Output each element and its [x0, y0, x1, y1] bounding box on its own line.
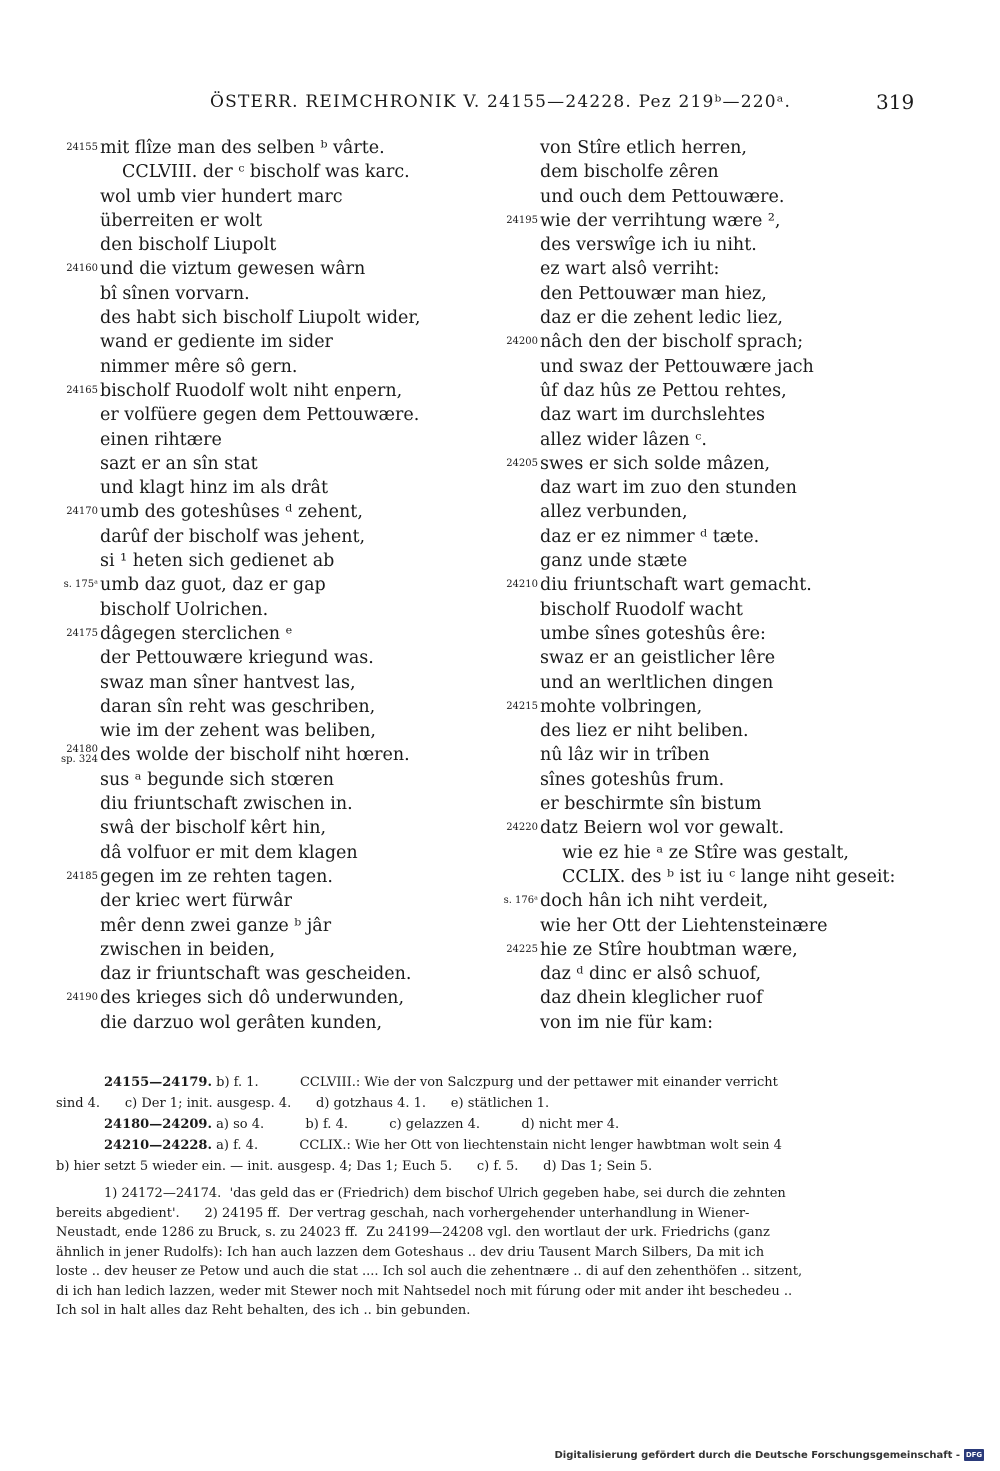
verse-text: nû lâz wir in trîben — [540, 745, 710, 766]
line-number: 24205 — [506, 457, 538, 469]
verse-text: bischolf Ruodolf wacht — [540, 599, 743, 620]
verse-text: des liez er niht beliben. — [540, 721, 749, 742]
line-number: 24215 — [506, 700, 538, 712]
verse-line — [60, 209, 480, 233]
verse-line — [60, 841, 480, 865]
variant-row — [56, 1156, 906, 1177]
verse-line — [500, 500, 920, 524]
verse-line — [60, 500, 480, 524]
verse-text: CCLVIII. der ᶜ bischolf was karc. — [122, 162, 410, 183]
variant-range: 24180—24209. — [104, 1117, 212, 1132]
verse-text: des habt sich bischolf Liupolt wider, — [100, 308, 421, 329]
verse-line — [60, 160, 480, 184]
line-number: 24220 — [506, 822, 538, 834]
line-number: 24190 — [66, 992, 98, 1004]
verse-line — [500, 525, 920, 549]
verse-text: daran sîn reht was geschriben, — [100, 696, 376, 717]
variant-text: b) hier setzt 5 wieder ein. — init. ausgesp. 4; Das 1; Euch 5. c) f. 5. d) Das 1; Sein 5. — [56, 1159, 653, 1174]
verse-text: und swaz der Pettouwære jach — [540, 356, 814, 377]
verse-text: daz er die zehent ledic liez, — [540, 308, 783, 329]
verse-line — [500, 573, 920, 597]
verse-text: wie im der zehent was beliben, — [100, 721, 376, 742]
verse-text: allez wider lâzen ᶜ. — [540, 429, 707, 450]
verse-line — [500, 695, 920, 719]
verse-text: daz er ez nimmer ᵈ tæte. — [540, 526, 760, 547]
verse-text: zwischen in beiden, — [100, 939, 276, 960]
verse-line — [500, 646, 920, 670]
verse-text: bischolf Uolrichen. — [100, 599, 269, 620]
variant-text: b) f. 1. CCLVIII.: Wie der von Salczpurg und der pettawer mit einander verricht — [211, 1075, 778, 1090]
verse-line — [500, 671, 920, 695]
variant-text: a) f. 4. CCLIX.: Wie her Ott von liechtenstain nicht lenger hawbtman wolt sein 4 — [211, 1138, 782, 1153]
line-number: 24160 — [66, 263, 98, 275]
verse-text: und ouch dem Pettouwære. — [540, 186, 785, 207]
verse-text: sînes goteshûs frum. — [540, 769, 725, 790]
verse-line — [60, 938, 480, 962]
verse-text: gegen im ze rehten tagen. — [100, 866, 333, 887]
verse-line — [500, 306, 920, 330]
verse-text: den bischolf Liupolt — [100, 235, 277, 256]
verse-line — [500, 962, 920, 986]
verse-text: die darzuo wol gerâten kunden, — [100, 1012, 383, 1033]
verse-text: des krieges sich dô underwunden, — [100, 988, 405, 1009]
verse-line — [60, 598, 480, 622]
verse-line — [60, 865, 480, 889]
verse-line — [60, 914, 480, 938]
verse-line — [500, 792, 920, 816]
verse-line — [60, 233, 480, 257]
variant-text: a) so 4. b) f. 4. c) gelazzen 4. d) nicht mer 4. — [211, 1117, 620, 1132]
verse-line — [60, 743, 480, 767]
verse-line — [60, 428, 480, 452]
page-header — [0, 92, 1000, 122]
verse-line — [60, 257, 480, 281]
verse-line — [500, 233, 920, 257]
verse-text: datz Beiern wol vor gewalt. — [540, 818, 785, 839]
verse-line — [60, 646, 480, 670]
verse-text: swâ der bischolf kêrt hin, — [100, 818, 327, 839]
footnote-line: 1) 24172—24174. 'das geld das er (Friedrich) dem bischof Ulrich gegeben habe, sei durch die zehnten — [104, 1186, 786, 1201]
variant-row — [56, 1114, 906, 1135]
verse-text: bî sînen vorvarn. — [100, 283, 250, 304]
verse-line — [500, 1011, 920, 1035]
verse-column-left — [60, 136, 480, 1035]
verse-line — [500, 914, 920, 938]
verse-text: nimmer mêre sô gern. — [100, 356, 298, 377]
verse-line — [500, 889, 920, 913]
verse-line — [500, 160, 920, 184]
verse-text: ûf daz hûs ze Pettou rehtes, — [540, 380, 787, 401]
verse-line — [500, 403, 920, 427]
verse-line — [500, 428, 920, 452]
line-number: 24200 — [506, 336, 538, 348]
line-number: 24165 — [66, 384, 98, 396]
verse-line — [500, 355, 920, 379]
verse-line — [60, 330, 480, 354]
footnote-line: loste .. dev heuser ze Petow und auch die stat .... Ich sol auch die zehentnære .. di auf den zehenthöfen .. sitzent, — [56, 1264, 803, 1279]
verse-line — [60, 622, 480, 646]
verse-text: der Pettouwære kriegund was. — [100, 648, 374, 669]
verse-text: und an werltlichen dingen — [540, 672, 774, 693]
verse-text: daz wart im zuo den stunden — [540, 478, 797, 499]
dfg-credit — [554, 1448, 986, 1464]
verse-text: daz ᵈ dinc er alsô schuof, — [540, 964, 762, 985]
variant-range: 24210—24228. — [104, 1138, 212, 1153]
verse-line — [60, 962, 480, 986]
verse-text: wie ez hie ᵃ ze Stîre was gestalt, — [562, 842, 849, 863]
verse-text: mohte volbringen, — [540, 696, 703, 717]
line-number: s. 175ᵃ — [63, 579, 98, 591]
running-title: ÖSTERR. REIMCHRONIK V. 24155—24228. Pez 219ᵇ—220ᵃ. — [210, 92, 792, 112]
verse-text: diu friuntschaft wart gemacht. — [540, 575, 812, 596]
verse-text: wie her Ott der Liehtensteinære — [540, 915, 828, 936]
verse-text: mêr denn zwei ganze ᵇ jâr — [100, 915, 332, 936]
dfg-credit-text: Digitalisierung gefördert durch die Deutsche Forschungsgemeinschaft - — [554, 1450, 960, 1461]
line-number: 24185 — [66, 870, 98, 882]
variant-text: sind 4. c) Der 1; init. ausgesp. 4. d) gotzhaus 4. 1. e) stätlichen 1. — [56, 1096, 550, 1111]
verse-line — [500, 209, 920, 233]
verse-line — [60, 986, 480, 1010]
verse-text: von Stîre etlich herren, — [540, 138, 747, 158]
verse-text: umb daz guot, daz er gap — [100, 575, 326, 596]
line-number: 24195 — [506, 214, 538, 226]
verse-text: den Pettouwær man hiez, — [540, 283, 767, 304]
verse-line — [500, 282, 920, 306]
verse-text: umb des goteshûses ᵈ zehent, — [100, 502, 363, 523]
footnotes — [56, 1184, 906, 1321]
footnote-line: bereits abgedient'. 2) 24195 ff. Der vertrag geschah, nach vorhergehender unterhandlung in Wiener- — [56, 1205, 750, 1221]
verse-text: CCLIX. des ᵇ ist iu ᶜ lange niht geseit: — [562, 866, 896, 887]
verse-line — [60, 403, 480, 427]
verse-line — [500, 330, 920, 354]
verse-line — [500, 719, 920, 743]
verse-text: wol umb vier hundert marc — [100, 186, 343, 207]
verse-line — [60, 792, 480, 816]
verse-line — [60, 1011, 480, 1035]
verse-text: des wolde der bischolf niht hœren. — [100, 745, 410, 766]
line-number: 24210 — [506, 579, 538, 591]
verse-line — [500, 986, 920, 1010]
verse-line — [60, 136, 480, 160]
line-number: 24175 — [66, 627, 98, 639]
verse-line — [60, 695, 480, 719]
verse-line — [500, 743, 920, 767]
verse-line — [500, 476, 920, 500]
verse-line — [60, 671, 480, 695]
verse-text: er volfüere gegen dem Pettouwære. — [100, 405, 420, 426]
verse-line — [500, 257, 920, 281]
verse-text: daz ir friuntschaft was gescheiden. — [100, 964, 412, 985]
footnote-line: Neustadt, ende 1286 zu Bruck, s. zu 24023 ff. Zu 24199—24208 vgl. den wortlaut der urk. Friedrichs (ganz — [56, 1225, 770, 1240]
verse-text: mit flîze man des selben ᵇ vârte. — [100, 138, 385, 158]
verse-line — [500, 452, 920, 476]
verse-line — [500, 598, 920, 622]
verse-line — [60, 768, 480, 792]
line-number: 24225 — [506, 943, 538, 955]
footnote-line: di ich han ledich lazzen, weder mit Stewer noch mit Nahtsedel noch mit fúrung oder mit ander iht beschedeu .. — [56, 1283, 793, 1299]
verse-text: wie der verrihtung wære ², — [540, 210, 781, 231]
verse-text: ganz unde stæte — [540, 551, 688, 572]
variant-row — [56, 1093, 906, 1114]
verse-text: umbe sînes goteshûs êre: — [540, 623, 766, 644]
line-number: s. 176ᵃ — [503, 895, 538, 907]
verse-text: hie ze Stîre houbtman wære, — [540, 939, 798, 960]
verse-text: nâch den der bischolf sprach; — [540, 332, 804, 353]
verse-column-right — [500, 136, 920, 1035]
verse-text: swes er sich solde mâzen, — [540, 453, 771, 474]
verse-text: daz wart im durchslehtes — [540, 405, 766, 426]
verse-line — [500, 185, 920, 209]
verse-text: swaz man sîner hantvest las, — [100, 672, 356, 693]
verse-text: und die viztum gewesen wârn — [100, 259, 366, 280]
verse-line — [60, 816, 480, 840]
verse-text: der kriec wert fürwâr — [100, 891, 292, 912]
verse-text: doch hân ich niht verdeit, — [540, 891, 769, 912]
variant-apparatus — [56, 1072, 906, 1177]
verse-text: daz dhein kleglicher ruof — [540, 988, 763, 1009]
verse-text: bischolf Ruodolf wolt niht enpern, — [100, 380, 403, 401]
line-number: 24180 sp. 324 — [61, 744, 98, 766]
verse-line — [500, 136, 920, 160]
verse-line — [60, 452, 480, 476]
variant-range: 24155—24179. — [104, 1075, 212, 1090]
verse-text: von im nie für kam: — [540, 1012, 714, 1033]
line-number: 24155 — [66, 142, 98, 153]
verse-text: überreiten er wolt — [100, 210, 263, 231]
page-number: 319 — [876, 90, 915, 114]
verse-line — [60, 185, 480, 209]
verse-line — [500, 768, 920, 792]
variant-row — [56, 1135, 906, 1156]
verse-text: des verswîge ich iu niht. — [540, 235, 757, 256]
verse-line — [60, 573, 480, 597]
verse-text: diu friuntschaft zwischen in. — [100, 794, 353, 815]
footnote-line: Ich sol in halt alles daz Reht behalten, des ich .. bin gebunden. — [56, 1303, 471, 1318]
verse-text: er beschirmte sîn bistum — [540, 794, 762, 815]
verse-text: swaz er an geistlicher lêre — [540, 648, 776, 669]
verse-line — [500, 549, 920, 573]
verse-text: allez verbunden, — [540, 502, 688, 523]
verse-line — [60, 306, 480, 330]
verse-text: dem bischolfe zêren — [540, 162, 719, 183]
verse-text: einen rihtære — [100, 429, 222, 450]
verse-line — [500, 865, 920, 889]
verse-line — [500, 816, 920, 840]
verse-text: darûf der bischolf was jehent, — [100, 526, 366, 547]
verse-text: sus ᵃ begunde sich stœren — [100, 769, 335, 790]
verse-text: si ¹ heten sich gedienet ab — [100, 551, 335, 572]
verse-line — [60, 525, 480, 549]
verse-text: ez wart alsô verriht: — [540, 259, 720, 280]
verse-line — [60, 889, 480, 913]
dfg-logo-icon: DFG — [965, 1451, 983, 1459]
verse-line — [60, 355, 480, 379]
footnote-line: ähnlich in jener Rudolfs): Ich han auch lazzen dem Goteshaus .. dev driu Tausent March Silbers, Da mit ich — [56, 1244, 765, 1260]
verse-text: wand er gediente im sider — [100, 332, 333, 353]
verse-line — [60, 379, 480, 403]
verse-line — [500, 379, 920, 403]
verse-text: und klagt hinz im als drât — [100, 478, 329, 499]
verse-line — [60, 719, 480, 743]
verse-text: sazt er an sîn stat — [100, 453, 258, 474]
verse-text: dâ volfuor er mit dem klagen — [100, 842, 358, 863]
verse-line — [500, 841, 920, 865]
line-number: 24170 — [66, 506, 98, 518]
verse-line — [500, 622, 920, 646]
variant-row — [56, 1072, 906, 1093]
verse-line — [60, 476, 480, 500]
verse-line — [60, 549, 480, 573]
verse-text: dâgegen sterclichen ᵉ — [100, 623, 293, 644]
verse-line — [60, 282, 480, 306]
verse-line — [500, 938, 920, 962]
